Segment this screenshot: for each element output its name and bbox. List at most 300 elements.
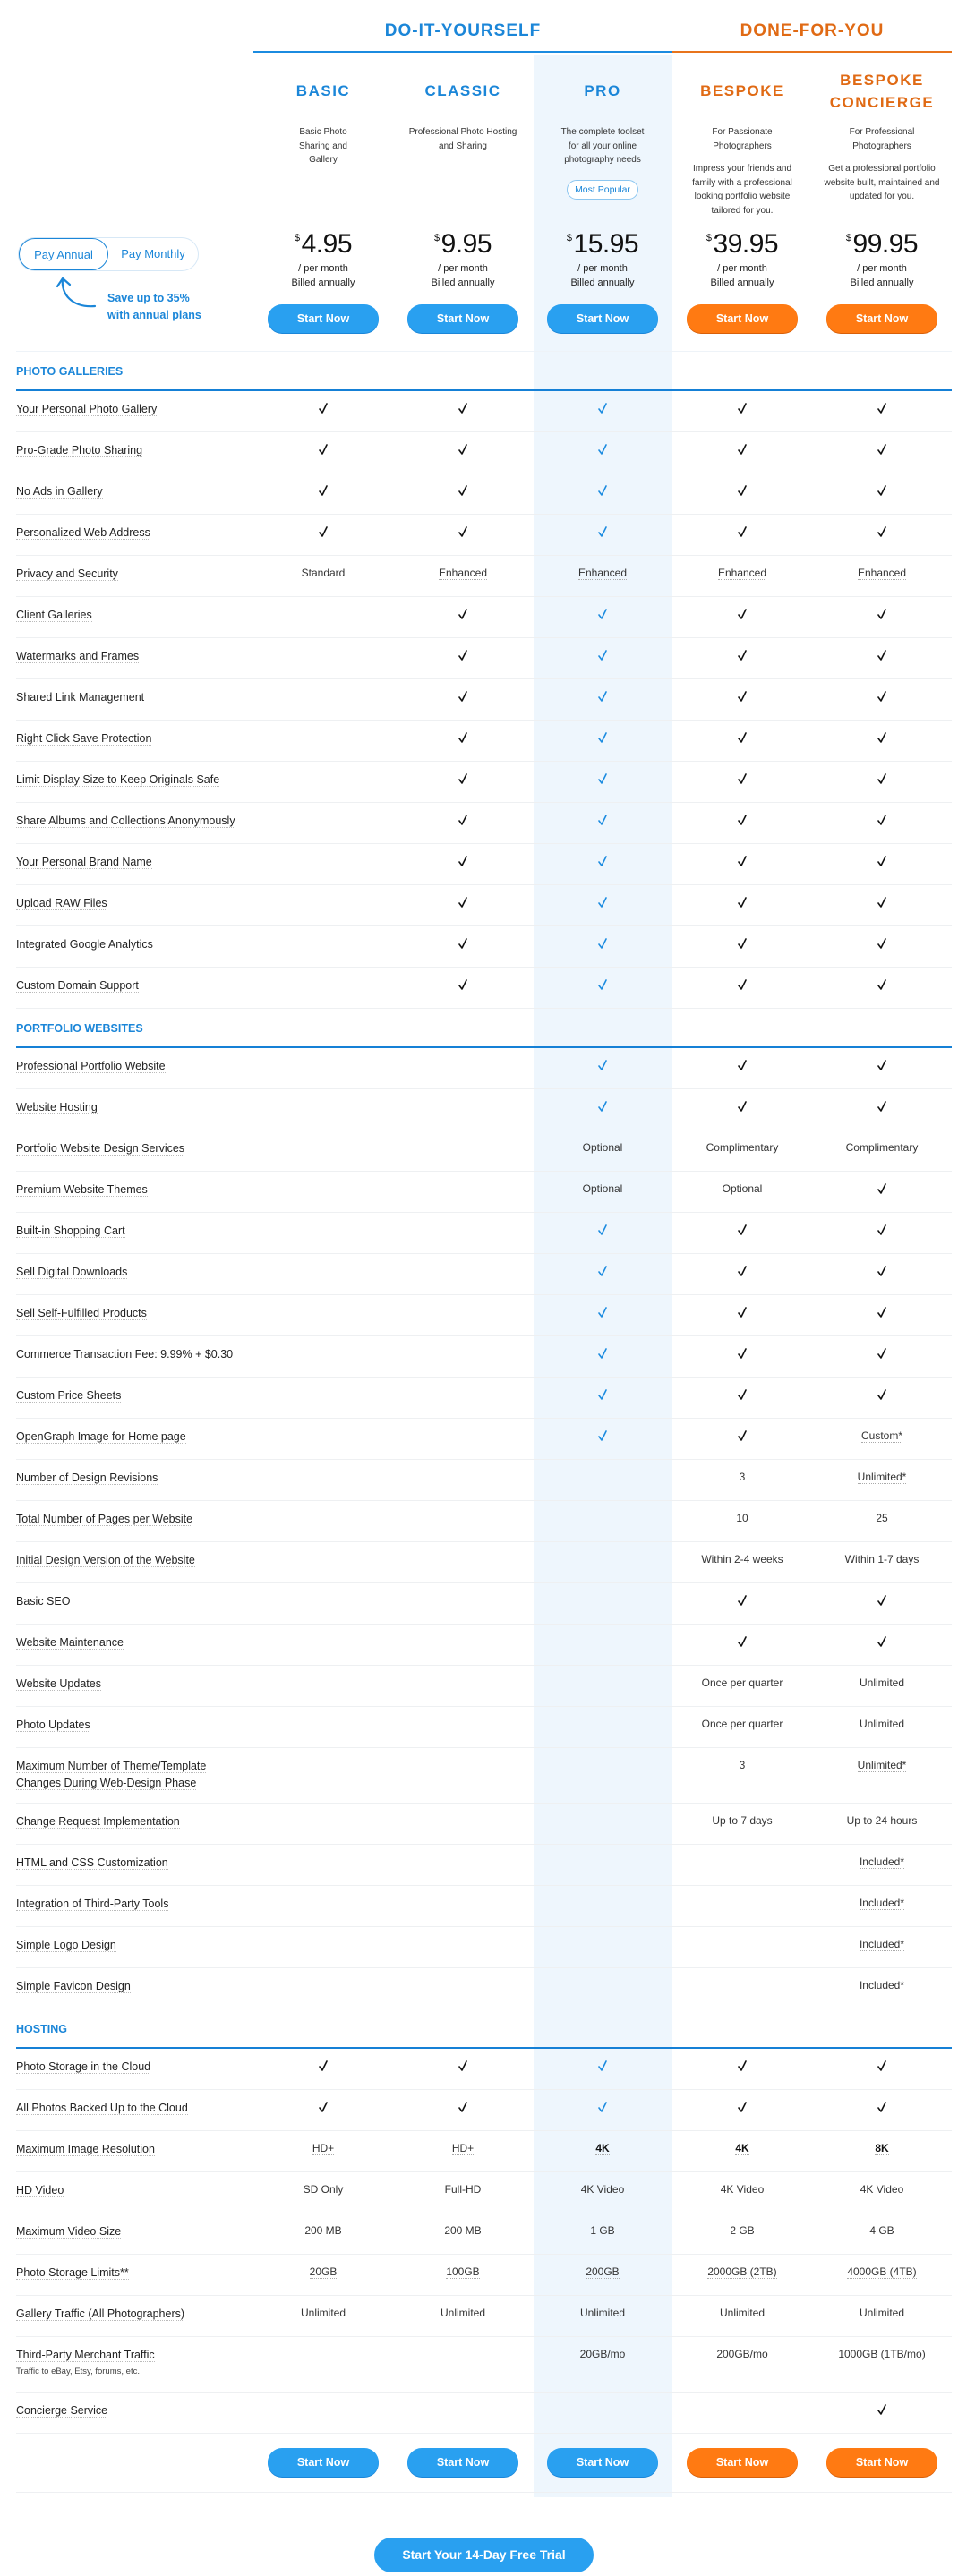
check-icon: [458, 814, 467, 826]
cell-basic: [253, 1378, 393, 1418]
cell-value: Unlimited: [719, 2307, 765, 2319]
check-icon: [458, 608, 467, 620]
price-amount: [253, 229, 393, 261]
feature-name[interactable]: Website Maintenance: [16, 1636, 124, 1649]
cell-classic: [393, 2296, 533, 2336]
cell-bespoke-concierge: [812, 1968, 952, 2009]
feature-label: [16, 2255, 253, 2295]
cell-value[interactable]: Enhanced: [717, 567, 767, 579]
check-icon: [877, 608, 886, 620]
billing-toggle[interactable]: [18, 237, 199, 271]
cell-pro: [533, 803, 672, 843]
table-row: [16, 1845, 952, 1886]
cell-value[interactable]: Custom*: [860, 1429, 902, 1442]
feature-name[interactable]: Integration of Third-Party Tools: [16, 1898, 169, 1910]
feature-name[interactable]: All Photos Backed Up to the Cloud: [16, 2102, 188, 2114]
billing-note: Billed annually: [431, 277, 495, 288]
feature-name[interactable]: Photo Updates: [16, 1719, 90, 1731]
feature-name[interactable]: Upload RAW Files: [16, 897, 107, 909]
cell-basic: [253, 968, 393, 1008]
feature-label: [16, 1804, 253, 1844]
table-row: [16, 844, 952, 885]
cell-value[interactable]: HD+: [312, 2142, 335, 2154]
cell-basic: [253, 1886, 393, 1926]
feature-name[interactable]: Simple Favicon Design: [16, 1980, 131, 1992]
cell-bespoke-concierge: [812, 432, 952, 473]
price-bespoke-concierge: [812, 229, 952, 288]
cell-bespoke-concierge: [812, 968, 952, 1008]
cell-classic: [393, 1845, 533, 1885]
feature-name[interactable]: Integrated Google Analytics: [16, 938, 153, 951]
check-icon: [319, 443, 328, 456]
check-icon: [738, 2060, 747, 2072]
cell-basic: [253, 1130, 393, 1171]
table-row: [16, 1501, 952, 1542]
check-icon: [319, 525, 328, 538]
table-row: [16, 1254, 952, 1295]
price-value: 15.95: [573, 229, 639, 259]
feature-name[interactable]: Custom Domain Support: [16, 979, 139, 992]
table-row: [16, 2090, 952, 2131]
cell-bespoke: [672, 1804, 812, 1844]
feature-name[interactable]: Built-in Shopping Cart: [16, 1224, 125, 1237]
cell-value: Unlimited: [859, 1676, 904, 1689]
check-icon: [877, 814, 886, 826]
feature-name[interactable]: Website Updates: [16, 1677, 101, 1690]
feature-label: [16, 1845, 253, 1885]
cell-classic: [393, 1886, 533, 1926]
table-row: [16, 1213, 952, 1254]
cell-pro: [533, 885, 672, 925]
plan-description: The complete toolset for all your online photography needs: [560, 127, 645, 165]
feature-name[interactable]: Change Request Implementation: [16, 1815, 180, 1828]
feature-name[interactable]: Commerce Transaction Fee: 9.99% + $0.30: [16, 1348, 234, 1361]
check-icon: [877, 1100, 886, 1113]
cell-value[interactable]: 4K: [735, 2142, 749, 2154]
table-row: [16, 679, 952, 721]
cell-basic: [253, 1460, 393, 1500]
feature-name[interactable]: Maximum Video Size: [16, 2225, 122, 2238]
check-icon: [877, 772, 886, 785]
feature-name[interactable]: OpenGraph Image for Home page: [16, 1430, 186, 1443]
cell-value[interactable]: 4000GB (4TB): [847, 2265, 917, 2278]
bottom-start-now-button-pro[interactable]: Start Now: [547, 2448, 658, 2477]
feature-name[interactable]: Website Hosting: [16, 1101, 98, 1113]
feature-name[interactable]: Shared Link Management: [16, 691, 145, 704]
cell-bespoke: [672, 1666, 812, 1706]
currency-symbol: $: [706, 233, 712, 243]
check-icon: [458, 402, 467, 414]
check-icon: [598, 814, 607, 826]
feature-name[interactable]: Custom Price Sheets: [16, 1389, 122, 1402]
table-row: [16, 2049, 952, 2090]
cell-classic: [393, 2337, 533, 2392]
feature-label: [16, 2393, 253, 2433]
cell-value[interactable]: Included*: [859, 1938, 905, 1950]
cell-classic: [393, 1542, 533, 1582]
cell-classic: [393, 1460, 533, 1500]
cell-bespoke: [672, 1625, 812, 1665]
price-amount: [672, 229, 812, 261]
price-period: / per month: [577, 263, 628, 274]
cell-value: 25: [876, 1512, 888, 1524]
table-row: [16, 1378, 952, 1419]
cell-value: Unlimited: [300, 2307, 346, 2319]
cell-pro: [533, 1336, 672, 1377]
check-icon: [598, 1388, 607, 1401]
section-header: [0, 352, 958, 389]
cell-bespoke-concierge: [812, 844, 952, 884]
plan-description-detail: Get a professional portfolio website built, maintained and updated for you.: [824, 164, 940, 201]
cell-value: 4K Video: [580, 2183, 625, 2196]
section-header: [0, 2009, 958, 2047]
feature-label: [16, 1707, 253, 1747]
start-now-wrapper: [812, 304, 952, 333]
feature-name[interactable]: Total Number of Pages per Website: [16, 1513, 193, 1525]
cell-pro: [533, 432, 672, 473]
feature-name[interactable]: Right Click Save Protection: [16, 732, 152, 745]
cell-value: Unlimited: [859, 2307, 904, 2319]
check-icon: [598, 1347, 607, 1360]
table-row: [16, 1172, 952, 1213]
cell-pro: [533, 515, 672, 555]
feature-name[interactable]: Your Personal Brand Name: [16, 856, 152, 868]
check-icon: [458, 978, 467, 991]
cell-classic: [393, 1748, 533, 1803]
cell-bespoke: [672, 432, 812, 473]
cell-classic: [393, 1089, 533, 1130]
cell-pro: [533, 1460, 672, 1500]
cell-bespoke: [672, 926, 812, 967]
cell-basic: [253, 2255, 393, 2295]
cell-pro: [533, 1927, 672, 1967]
currency-symbol: $: [845, 233, 851, 243]
cell-value: Within 1-7 days: [844, 1553, 920, 1565]
check-icon: [877, 2403, 886, 2416]
cell-basic: [253, 2393, 393, 2433]
price-amount: [533, 229, 672, 261]
cell-pro: [533, 1845, 672, 1885]
feature-name[interactable]: Watermarks and Frames: [16, 650, 140, 662]
check-icon: [598, 1306, 607, 1318]
cell-classic: [393, 1968, 533, 2009]
cell-bespoke-concierge: [812, 515, 952, 555]
cell-bespoke-concierge: [812, 1295, 952, 1335]
cell-value: Optional: [722, 1182, 763, 1195]
cell-value[interactable]: Included*: [859, 1855, 905, 1868]
table-row: [16, 473, 952, 515]
feature-label: [16, 2337, 253, 2392]
cell-bespoke-concierge: [812, 1542, 952, 1582]
cell-value: 3: [739, 1471, 746, 1483]
table-row: [16, 1542, 952, 1583]
table-row: [16, 968, 952, 1009]
cell-basic: [253, 2296, 393, 2336]
feature-name[interactable]: Concierge Service: [16, 2404, 108, 2417]
feature-name[interactable]: Your Personal Photo Gallery: [16, 403, 158, 415]
cell-value[interactable]: 4K: [595, 2142, 610, 2154]
feature-label: [16, 515, 253, 555]
cell-basic: [253, 885, 393, 925]
cell-bespoke-concierge: [812, 1666, 952, 1706]
table-row: [16, 432, 952, 473]
check-icon: [738, 772, 747, 785]
feature-name[interactable]: Personalized Web Address: [16, 526, 150, 539]
cell-value[interactable]: 100GB: [446, 2265, 480, 2278]
cell-bespoke-concierge: [812, 1130, 952, 1171]
cell-value[interactable]: Enhanced: [577, 567, 628, 579]
check-icon: [877, 1059, 886, 1071]
plan-description: Professional Photo Hosting and Sharing: [408, 127, 517, 151]
start-now-button-pro[interactable]: Start Now: [547, 304, 658, 333]
cell-classic: [393, 1707, 533, 1747]
cell-classic: [393, 679, 533, 720]
cell-basic: [253, 515, 393, 555]
feature-name[interactable]: Maximum Image Resolution: [16, 2143, 155, 2155]
start-now-button-bespoke[interactable]: Start Now: [687, 304, 798, 333]
check-icon: [877, 855, 886, 867]
feature-label: [16, 391, 253, 431]
feature-name[interactable]: Sell Digital Downloads: [16, 1266, 128, 1278]
plan-description: Basic Photo Sharing and Gallery: [299, 127, 347, 165]
cell-bespoke-concierge: [812, 1172, 952, 1212]
feature-name[interactable]: Share Albums and Collections Anonymously: [16, 815, 235, 827]
cell-pro: [533, 1378, 672, 1418]
check-icon: [458, 2060, 467, 2072]
cell-value: Optional: [582, 1141, 623, 1154]
check-icon: [598, 731, 607, 744]
check-icon: [458, 772, 467, 785]
feature-name[interactable]: Pro-Grade Photo Sharing: [16, 444, 143, 456]
cell-classic: [393, 1666, 533, 1706]
cell-value: 1 GB: [590, 2224, 615, 2237]
cell-bespoke-concierge: [812, 1336, 952, 1377]
feature-name[interactable]: Simple Logo Design: [16, 1939, 116, 1951]
feature-label: [16, 1213, 253, 1253]
price-amount: [393, 229, 533, 261]
cell-classic: [393, 762, 533, 802]
free-trial-button[interactable]: Start Your 14-Day Free Trial: [374, 2538, 594, 2572]
feature-label: [16, 679, 253, 720]
check-icon: [738, 608, 747, 620]
table-row: [16, 1625, 952, 1666]
bottom-start-now-button-bespoke-concierge[interactable]: Start Now: [826, 2448, 937, 2477]
billing-note: Billed annually: [570, 277, 635, 288]
cell-classic: [393, 2131, 533, 2171]
table-row: [16, 926, 952, 968]
start-now-button-basic[interactable]: Start Now: [268, 304, 379, 333]
feature-label: [16, 1542, 253, 1582]
pay-annual-option[interactable]: Pay Annual: [19, 238, 108, 270]
cell-bespoke: [672, 2172, 812, 2213]
feature-label: [16, 2213, 253, 2254]
cell-bespoke-concierge: [812, 2172, 952, 2213]
check-icon: [738, 1224, 747, 1236]
cell-basic: [253, 2090, 393, 2130]
cell-value[interactable]: Included*: [859, 1979, 905, 1992]
cell-bespoke-concierge: [812, 1254, 952, 1294]
check-icon: [877, 443, 886, 456]
currency-symbol: $: [294, 233, 300, 243]
feature-name[interactable]: Limit Display Size to Keep Originals Safe: [16, 773, 220, 786]
cell-pro: [533, 2213, 672, 2254]
check-icon: [877, 1224, 886, 1236]
cell-value: Unlimited: [859, 1718, 904, 1730]
feature-name[interactable]: Basic SEO: [16, 1595, 71, 1608]
cell-value: Complimentary: [706, 1141, 779, 1154]
cell-bespoke: [672, 1419, 812, 1459]
cell-bespoke-concierge: [812, 2131, 952, 2171]
cell-classic: [393, 473, 533, 514]
cell-classic: [393, 1172, 533, 1212]
check-icon: [458, 896, 467, 908]
check-icon: [458, 525, 467, 538]
cell-pro: [533, 1048, 672, 1088]
cell-basic: [253, 1172, 393, 1212]
cell-basic: [253, 2172, 393, 2213]
check-icon: [877, 1182, 886, 1195]
feature-comparison-table: [0, 352, 958, 2493]
bottom-start-now-button-basic[interactable]: Start Now: [268, 2448, 379, 2477]
feature-name[interactable]: Photo Storage Limits**: [16, 2266, 129, 2279]
start-now-wrapper: [672, 304, 812, 333]
check-icon: [877, 1594, 886, 1607]
cell-bespoke: [672, 1927, 812, 1967]
curved-arrow-icon: [56, 276, 109, 311]
cell-value: 4K Video: [860, 2183, 904, 2196]
bottom-start-now-button-bespoke[interactable]: Start Now: [687, 2448, 798, 2477]
cell-bespoke: [672, 968, 812, 1008]
cell-value: 3: [739, 1759, 746, 1771]
feature-name[interactable]: Number of Design Revisions: [16, 1471, 158, 1484]
cell-bespoke: [672, 1130, 812, 1171]
feature-label: [16, 432, 253, 473]
plan-name: BESPOKE CONCIERGE: [829, 72, 935, 111]
pay-monthly-option[interactable]: Pay Monthly: [121, 247, 185, 260]
feature-label: [16, 721, 253, 761]
cell-value[interactable]: 2000GB (2TB): [707, 2265, 777, 2278]
cell-value[interactable]: HD+: [451, 2142, 475, 2154]
feature-name[interactable]: Sell Self-Fulfilled Products: [16, 1307, 147, 1319]
cell-value[interactable]: Unlimited*: [857, 1759, 907, 1771]
check-icon: [738, 1265, 747, 1277]
table-row: [16, 1804, 952, 1845]
cell-pro: [533, 1625, 672, 1665]
feature-name[interactable]: Photo Storage in the Cloud: [16, 2060, 151, 2073]
cell-bespoke: [672, 556, 812, 596]
feature-subtext: Traffic to eBay, Etsy, forums, etc.: [16, 2367, 140, 2376]
cell-value: 200 MB: [304, 2224, 342, 2237]
feature-name[interactable]: HD Video: [16, 2184, 64, 2196]
cell-bespoke: [672, 515, 812, 555]
cell-pro: [533, 1130, 672, 1171]
feature-name[interactable]: Initial Design Version of the Website: [16, 1554, 195, 1566]
bottom-start-now-button-classic[interactable]: Start Now: [407, 2448, 518, 2477]
cell-value: Complimentary: [845, 1141, 919, 1154]
feature-name[interactable]: Privacy and Security: [16, 567, 118, 580]
table-row: [16, 1419, 952, 1460]
check-icon: [319, 2101, 328, 2113]
feature-name[interactable]: Maximum Number of Theme/Template Changes During Web-Design Phase: [16, 1760, 207, 1789]
price-basic: [253, 229, 393, 288]
check-icon: [738, 649, 747, 661]
check-icon: [877, 731, 886, 744]
cell-bespoke-concierge: [812, 638, 952, 678]
check-icon: [458, 443, 467, 456]
cell-pro: [533, 638, 672, 678]
start-now-button-bespoke-concierge[interactable]: Start Now: [826, 304, 937, 333]
feature-label: [16, 968, 253, 1008]
check-icon: [738, 402, 747, 414]
section-title: PHOTO GALLERIES: [16, 365, 124, 378]
cell-value[interactable]: Included*: [859, 1897, 905, 1909]
cell-value[interactable]: 8K: [875, 2142, 889, 2154]
cell-classic: [393, 1625, 533, 1665]
check-icon: [598, 1265, 607, 1277]
cell-value[interactable]: 200GB: [586, 2265, 620, 2278]
table-row: [16, 1130, 952, 1172]
feature-name[interactable]: Professional Portfolio Website: [16, 1060, 166, 1072]
check-icon: [738, 1388, 747, 1401]
cell-value[interactable]: 20GB: [309, 2265, 338, 2278]
feature-name[interactable]: Client Galleries: [16, 609, 92, 621]
cell-pro: [533, 2049, 672, 2089]
feature-label: [16, 762, 253, 802]
start-now-button-classic[interactable]: Start Now: [407, 304, 518, 333]
cell-value: 1000GB (1TB/mo): [838, 2348, 926, 2360]
table-row: [16, 762, 952, 803]
feature-name[interactable]: Portfolio Website Design Services: [16, 1142, 185, 1155]
feature-name[interactable]: Premium Website Themes: [16, 1183, 148, 1196]
table-row: [16, 1048, 952, 1089]
table-row: [16, 515, 952, 556]
cell-basic: [253, 2337, 393, 2392]
price-period: / per month: [438, 263, 488, 274]
cell-bespoke: [672, 1845, 812, 1885]
cell-value[interactable]: Enhanced: [438, 567, 488, 579]
cell-value: Once per quarter: [701, 1676, 783, 1689]
feature-name[interactable]: HTML and CSS Customization: [16, 1856, 168, 1869]
check-icon: [738, 1100, 747, 1113]
table-row: [16, 1927, 952, 1968]
cell-classic: [393, 1804, 533, 1844]
table-row: [16, 556, 952, 597]
cell-basic: [253, 1927, 393, 1967]
feature-label: [16, 1460, 253, 1500]
cell-value: Up to 24 hours: [846, 1814, 918, 1827]
cell-classic: [393, 2255, 533, 2295]
cell-bespoke: [672, 1501, 812, 1541]
cell-value[interactable]: Enhanced: [857, 567, 907, 579]
cell-classic: [393, 1378, 533, 1418]
section-header: [0, 1009, 958, 1046]
check-icon: [598, 1429, 607, 1442]
check-icon: [877, 2101, 886, 2113]
cell-bespoke-concierge: [812, 2296, 952, 2336]
group-diy-divider: [253, 51, 672, 53]
check-icon: [738, 443, 747, 456]
cell-value[interactable]: Unlimited*: [857, 1471, 907, 1483]
feature-name[interactable]: Gallery Traffic (All Photographers): [16, 2307, 185, 2320]
cell-classic: [393, 926, 533, 967]
feature-name[interactable]: No Ads in Gallery: [16, 485, 103, 498]
cell-bespoke-concierge: [812, 926, 952, 967]
check-icon: [877, 1388, 886, 1401]
section-title: HOSTING: [16, 2023, 67, 2035]
cell-pro: [533, 1501, 672, 1541]
feature-name[interactable]: Third-Party Merchant Traffic: [16, 2349, 155, 2361]
check-icon: [598, 402, 607, 414]
